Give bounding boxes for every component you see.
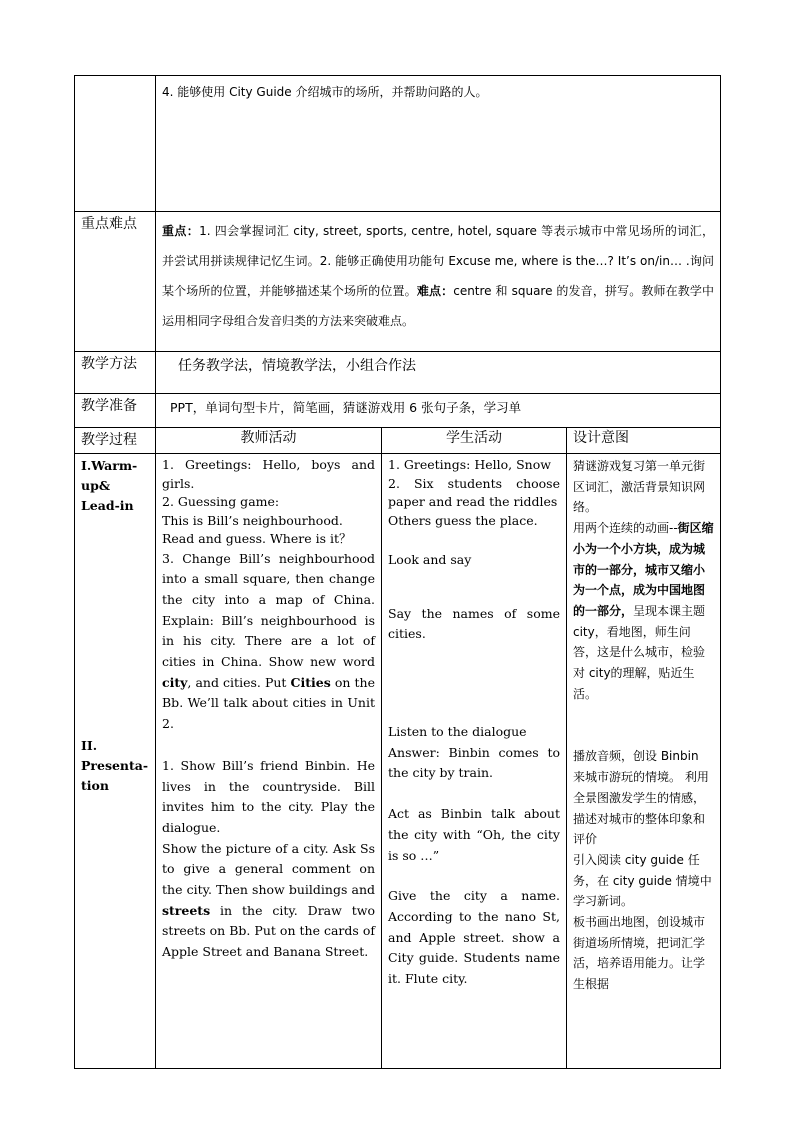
design-animation xyxy=(573,518,714,704)
teacher-picture-text: Show the picture of a city. Ask Ss to give a general comment on the city. Then show buildings and xyxy=(162,840,375,898)
key-points-cell xyxy=(156,212,721,352)
student-listen: Listen to the dialogue xyxy=(388,724,527,739)
teacher-city-word: city xyxy=(162,674,188,690)
student-look-say: Look and say xyxy=(388,552,472,567)
warmup-step-2: up& xyxy=(81,478,111,493)
objective-row xyxy=(75,76,721,212)
key-label: 重点： xyxy=(162,224,200,238)
teacher-change-text: 3. Change Bill’s neighbourhood into a small square, then change the city into a map of China. Explain: Bill’s neighbourhood is in his city. There are a lot of cities in China. Show new word xyxy=(162,550,375,670)
student-city-names: Say the names of some cities. xyxy=(388,606,560,641)
presentation-step-1: II. xyxy=(81,738,98,753)
objective-text: 4. 能够使用 City Guide 介绍城市的场所，并帮助问路的人。 xyxy=(162,85,488,99)
design-animation-bold: 街区缩小为一个小方块，成为城市的一部分，城市又缩小为一个点，成为中国地图的一部分， xyxy=(573,521,714,618)
difficult-text: centre 和 square 的发音，拼写。教师在教学中运用相同字母组合发音归类的方法来突破难点。 xyxy=(162,284,715,328)
process-header-row xyxy=(75,428,721,454)
presentation-step-2: Presenta- xyxy=(81,758,149,773)
teacher-binbin: 1. Show Bill’s friend Binbin. He lives in the countryside. Bill invites him to the city. Play the dialogue. xyxy=(162,757,375,835)
student-riddles: 2. Six students choose paper and read the riddles xyxy=(388,475,560,509)
teacher-unit-text: on the Bb. We’ll talk about cities in Unit 2. xyxy=(162,674,375,732)
teacher-change-map xyxy=(162,549,375,735)
student-greeting: 1. Greetings: Hello, Snow xyxy=(388,457,551,472)
teacher-guessing-game: 2. Guessing game: xyxy=(162,494,280,509)
objective-cell xyxy=(156,76,721,212)
key-points-label: 重点难点 xyxy=(75,212,156,352)
objective-label-cell xyxy=(75,76,156,212)
teacher-activity-cell xyxy=(156,454,382,1069)
design-board-map: 板书画出地图，创设城市街道场所情境，把词汇学活，培养语用能力。让学生根据 xyxy=(573,915,706,992)
warmup-step-1: I.Warm- xyxy=(81,458,138,473)
warmup-step-3: Lead-in xyxy=(81,498,134,513)
preparation-value: PPT，单词句型卡片，简笔画，猜谜游戏用 6 张句子条，学习单 xyxy=(156,394,721,428)
design-intent-cell xyxy=(567,454,721,1069)
preparation-row xyxy=(75,394,721,428)
lesson-plan-table xyxy=(74,75,721,1069)
process-body-row xyxy=(75,454,721,1069)
teacher-greeting: 1. Greetings: Hello, boys and girls. xyxy=(162,457,375,491)
student-header: 学生活动 xyxy=(382,428,567,454)
teacher-streets-word: streets xyxy=(162,902,211,918)
teacher-neighbourhood: This is Bill’s neighbourhood. Read and guess. Where is it？ xyxy=(162,512,352,546)
teacher-streets-text: in the city. Draw two streets on Bb. Put on the cards of Apple Street and Banana Street. xyxy=(162,902,375,960)
student-answer: Answer: Binbin comes to the city by train. xyxy=(388,744,560,781)
design-riddle: 猜谜游戏复习第一单元街区词汇，激活背景知识网络。 xyxy=(573,459,706,515)
teacher-cities-word: Cities xyxy=(290,674,331,690)
design-animation-end: 呈现本课主题 city，看地图，师生问答，这是什么城市，检验对 city的理解，贴近生活。 xyxy=(573,603,706,701)
student-activity-cell xyxy=(382,454,567,1069)
process-label: 教学过程 xyxy=(75,428,156,454)
method-row xyxy=(75,352,721,394)
steps-cell xyxy=(75,454,156,1069)
difficult-label: 难点： xyxy=(416,284,454,298)
teacher-city-picture xyxy=(162,839,375,963)
student-name-city: Give the city a name. According to the nano St, and Apple street. show a City guide. Students name it. Flute city. xyxy=(388,888,560,987)
method-label: 教学方法 xyxy=(75,352,156,394)
key-text: 1. 四会掌握词汇 city, street, sports, centre, hotel, square 等表示城市中常见场所的词汇，并尝试用拼读规律记忆生词。2. 能够正确使用功能句 Excuse me, where is the…? It’s on/in… .询问某个场所的位置，并能够描述某个场所的位置。 xyxy=(162,224,715,298)
design-city-guide: 引入阅读 city guide 任务，在 city guide 情境中学习新词。 xyxy=(573,852,712,909)
method-value: 任务教学法，情境教学法，小组合作法 xyxy=(156,352,721,394)
design-header: 设计意图 xyxy=(567,428,721,454)
student-guess: Others guess the place. xyxy=(388,512,538,528)
presentation-step-3: tion xyxy=(81,778,109,793)
key-points-row xyxy=(75,212,721,352)
design-animation-intro: 用两个连续的动画-- xyxy=(573,521,678,536)
teacher-header: 教师活动 xyxy=(156,428,382,454)
preparation-label: 教学准备 xyxy=(75,394,156,428)
teacher-cities-text: , and cities. Put xyxy=(187,674,287,690)
student-act: Act as Binbin talk about the city with “Oh, the city is so …” xyxy=(388,806,560,863)
design-audio: 播放音频，创设 Binbin 来城市游玩的情境。 利用全景图激发学生的情感，描述对城市的整体印象和评价 xyxy=(573,749,709,847)
